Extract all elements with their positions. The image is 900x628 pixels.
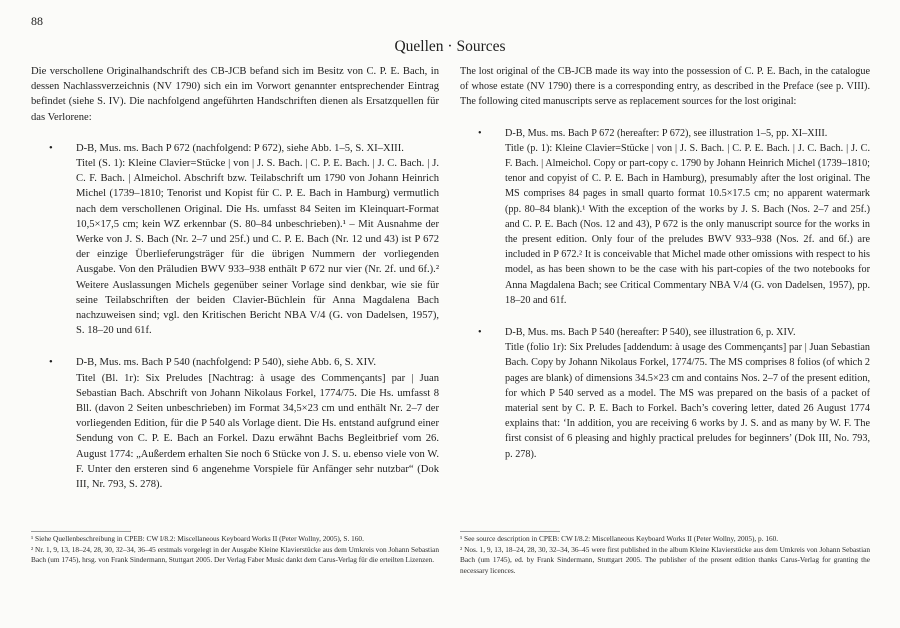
english-entry-p672-heading: D-B, Mus. ms. Bach P 672 (hereafter: P 672), see illustration 1–5, pp. XI–XIII.	[505, 127, 828, 139]
footnote-divider	[31, 531, 131, 532]
bullet-icon: •	[478, 327, 482, 339]
german-footnotes	[31, 534, 439, 566]
page-number: 88	[31, 14, 43, 28]
bullet-icon: •	[49, 357, 53, 369]
english-column	[460, 64, 870, 462]
german-intro: Die verschollene Originalhandschrift des CB-JCB befand sich im Besitz von C. P. E. Bach, in dessen Nachlassverzeichnis (NV 1790) sich ein im Vorwort genannter entsprechender Eintrag befindet (siehe S. IV). Die nachfolgend angeführten Handschriften dienen als Ersatzquellen für das Verlorene:	[31, 66, 439, 123]
footnote-divider	[460, 531, 560, 532]
english-entry-p672	[460, 126, 870, 308]
german-entry-p540-description: Titel (Bl. 1r): Six Preludes [Nachtrag: à usage des Commençants] par | Juan Sebastian Bach. Abschrift von Johann Nikolaus Forkel, 1774/75. Die Hs. umfasst 8 Bll. (davon 2 Seiten unbeschrieben) im Format 34,5×23 cm und enthält Nr. 2–7 der vorliegenden Edition, für die P 540 als Vorlage dient. Die Hs. entstand aufgrund einer Sendung von C. P. E. Bach an Forkel. Dazu erwähnt Bachs Begleitbrief vom 26. August 1774: „Außerdem erhalten Sie noch 6 Stücke von J. S. u. ebenso viele von W. F. Unter den ersteren sind 6 angenehme Vorspiele für Anfänger sehr nutzbar“ (Dok III, Nr. 793, S. 278).	[76, 372, 439, 491]
english-entry-p672-description: Title (p. 1): Kleine Clavier=Stücke | von | J. S. Bach. | C. P. E. Bach. | J. C. Bach. | J. C. F. Bach. | Almeichol. Copy or part-copy c. 1790 by Johann Heinrich Michel (1739–1810; tenor and copyist of C. P. E. Bach in Hamburg), presumably after the lost original. The MS comprises 84 pages in small quarto format 10.5×17.5 cm; no apparent watermark (pp. 80–84 blank).¹ With the exception of the works by J. S. Bach (Nos. 2–7 and 25f.) and C. P. E. Bach (Nos. 12 and 43), P 672 is the only manuscript source for the works in the present edition. Only four of the preludes BWV 933–938 (Nos. 2f. and 6f.) are included in P 672.² It is conceivable that Michel made other omissions with respect to his model, as has been shown to be the case with his part-copies of the two notebooks for Anna Magdalena Bach; see Critical Commentary NBA V/4 (G. von Dadelsen, 1957), pp. 18–20 and 61f.	[505, 142, 870, 306]
german-column	[31, 64, 439, 492]
english-footnote-1: ¹ See source description in CPEB: CW I/8.2: Miscellaneous Keyboard Works II (Peter Wollny, 2005), p. 160.	[460, 534, 779, 543]
english-entry-p540	[460, 325, 870, 462]
german-entry-p672-heading: D-B, Mus. ms. Bach P 672 (nachfolgend: P 672), siehe Abb. 1–5, S. XI–XIII.	[76, 142, 404, 154]
bullet-icon: •	[478, 127, 482, 139]
german-footnote-1: ¹ Siehe Quellenbeschreibung in CPEB: CW I/8.2: Miscellaneous Keyboard Works II (Peter Wollny, 2005), S. 160.	[31, 534, 364, 543]
german-entry-p672	[31, 141, 439, 339]
english-footnote-2: ² Nos. 1, 9, 13, 18–24, 28, 30, 32–34, 36–45 were first published in the album Kleine Klavierstücke aus dem Umkreis von Johann Sebastian Bach (um 1745), ed. by Frank Sindermann, Stuttgart 2005. The publisher of the present edition thanks Carus-Verlag for granting the necessary licences.	[460, 544, 870, 575]
german-entry-p672-description: Titel (S. 1): Kleine Clavier=Stücke | von | J. S. Bach. | C. P. E. Bach. | J. C. Bach. | J. C. F. Bach. | Almeichol. Abschrift bzw. Teilabschrift um 1790 von Johann Heinrich Michel (1739–1810; Tenorist und Kopist für C. P. E. Bach in Hamburg) vermutlich nach dem verschollenen Original. Die Hs. umfasst 84 Seiten im Kleinquart-Format 10,5×17,5 cm; kein WZ erkennbar (S. 80–84 unbeschrieben).¹ – Mit Ausnahme der Werke von J. S. Bach (Nr. 2–7 und 25f.) und C. P. E. Bach (Nr. 12 und 43) ist P 672 der einzige Überlieferungsträger für die übrigen Nummern der vorliegenden Ausgabe. Von den Präludien BWV 933–938 enthält P 672 nur vier (Nr. 2f. und 6f.).² Weitere Auslassungen Michels gegenüber seiner Vorlage sind denkbar, wie sie für seine Teilabschriften der beiden Clavier-Büchlein für Anna Magdalena Bach nachzuweisen sind; vgl. den Kritischen Bericht NBA V/4 (G. von Dadelsen, 1957), S. 18–20 und 61f.	[76, 158, 439, 337]
german-footnote-2: ² Nr. 1, 9, 13, 18–24, 28, 30, 32–34, 36–45 erstmals vorgelegt in der Ausgabe Kleine Klavierstücke aus dem Umkreis von Johann Sebastian Bach (um 1745), hrsg. von Frank Sindermann, Stuttgart 2005. Der Verlag Faber Music dankt dem Carus-Verlag für die erteilten Lizenzen.	[31, 544, 439, 564]
english-footnotes	[460, 534, 870, 576]
german-entry-p540-heading: D-B, Mus. ms. Bach P 540 (nachfolgend: P 540), siehe Abb. 6, S. XIV.	[76, 357, 377, 369]
bullet-icon: •	[49, 142, 53, 154]
english-intro: The lost original of the CB-JCB made its way into the possession of C. P. E. Bach, in the catalogue of whose estate (NV 1790) there is a corresponding entry, as described in the Preface (see p. VIII). The following cited manuscripts serve as replacement sources for the lost original:	[460, 66, 870, 108]
english-entry-p540-description: Title (folio 1r): Six Preludes [addendum: à usage des Commençants] par | Juan Sebastian Bach. Copy by Johann Nikolaus Forkel, 1774/75. The MS comprises 8 folios (of which 2 pages are blank) of dimensions 34.5×23 cm and contains Nos. 2–7 of the present edition, for which P 540 served as a model. The MS was prepared on the basis of a packet of material sent by C. P. E. Bach to Forkel. Bach’s covering letter, dated 26 August 1774 explains that: ‘In addition, you are receiving 6 works by J. S. and as many by W. F. The first consist of 6 pleasing and highly practical preludes for beginners’ (Dok III, No. 793, p. 278).	[505, 342, 870, 460]
english-entry-p540-heading: D-B, Mus. ms. Bach P 540 (hereafter: P 540), see illustration 6, p. XIV.	[505, 327, 796, 339]
page-heading: Quellen · Sources	[394, 38, 506, 55]
german-entry-p540	[31, 355, 439, 492]
